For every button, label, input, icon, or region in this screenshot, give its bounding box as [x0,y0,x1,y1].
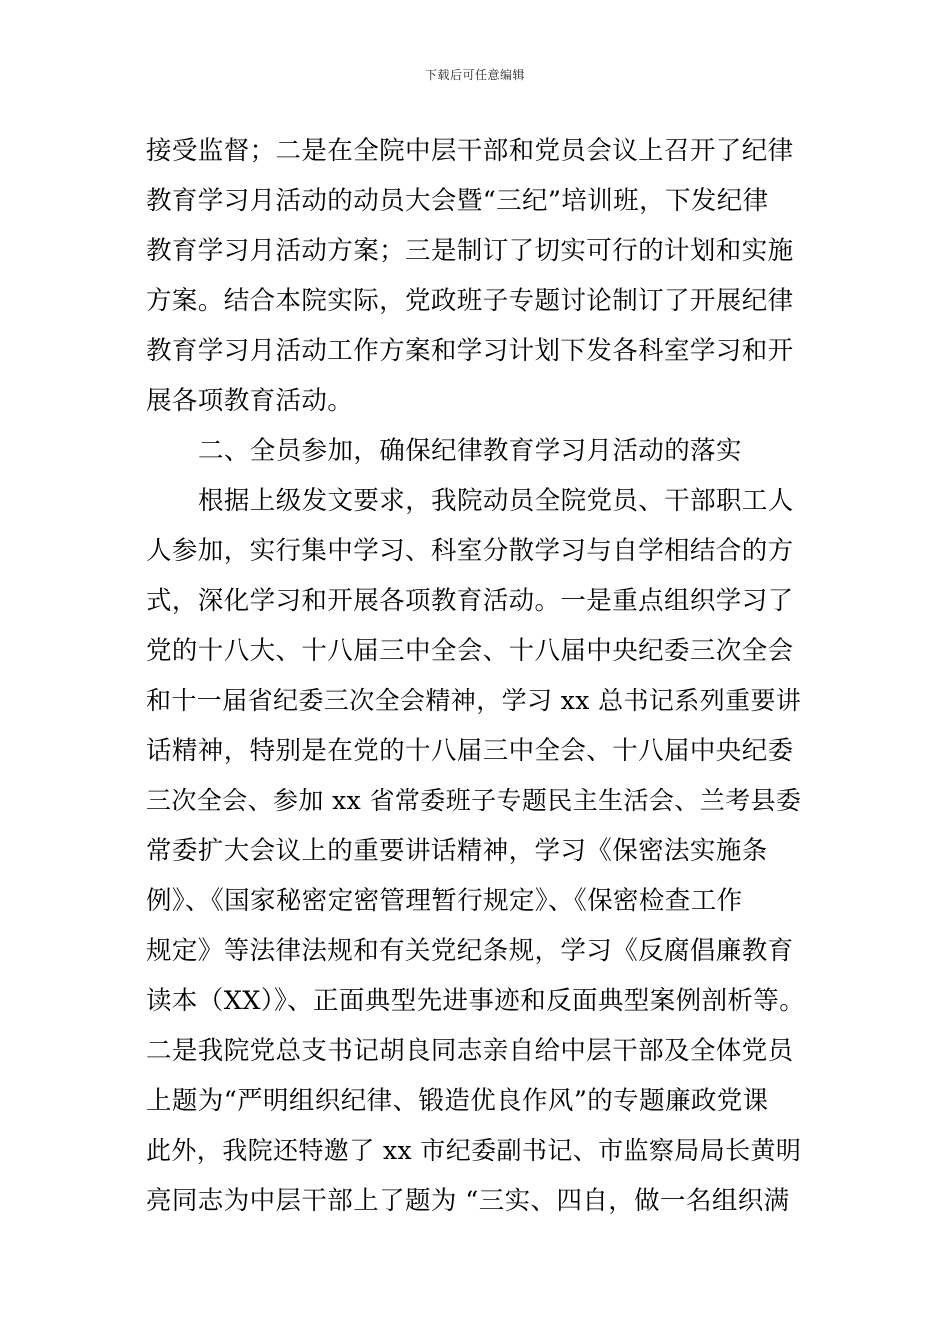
text-line: 方案。结合本院实际，党政班子专题讨论制订了开展纪律 [146,286,794,316]
section-heading: 二、全员参加，确保纪律教育学习月活动的落实 [198,436,742,466]
text-line: 亮同志为中层干部上了题为 “三实、四自，做一名组织满 [146,1186,790,1216]
text-line: 话精神，特别是在党的十八届三中全会、十八届中央纪委 [146,736,794,766]
text-line: 读本（XX）》、正面典型先进事迹和反面典型案例剖析等。 [146,986,806,1016]
text-line: 例》、《国家秘密定密管理暂行规定》、《保密检查工作 [146,886,743,916]
text-line: 式，深化学习和开展各项教育活动。一是重点组织学习了 [146,586,794,616]
text-line: 教育学习月活动工作方案和学习计划下发各科室学习和开 [146,336,794,366]
text-line: 展各项教育活动。 [146,386,354,416]
paragraph-first-line: 根据上级发文要求，我院动员全院党员、干部职工人 [198,486,794,516]
text-line: 上题为“严明组织纪律、锻造优良作风”的专题廉政党课 [146,1086,769,1116]
text-line: 党的十八大、十八届三中全会、十八届中央纪委三次全会 [146,636,794,666]
text-line: 和十一届省纪委三次全会精神，学习 xx 总书记系列重要讲 [146,686,802,715]
text-line: 此外，我院还特邀了 xx 市纪委副书记、市监察局局长黄明 [146,1136,802,1165]
text-line: 规定》等法律法规和有关党纪条规，学习《反腐倡廉教育 [146,936,794,966]
text-line: 教育学习月活动的动员大会暨“三纪”培训班，下发纪律 [146,186,769,216]
text-line: 人参加，实行集中学习、科室分散学习与自学相结合的方 [146,536,794,566]
document-body [146,126,806,1226]
page-header-note: 下载后可任意编辑 [424,68,525,82]
text-line: 接受监督；二是在全院中层干部和党员会议上召开了纪律 [146,136,794,166]
text-line: 教育学习月活动方案；三是制订了切实可行的计划和实施 [146,236,794,266]
text-line: 常委扩大会议上的重要讲话精神，学习《保密法实施条 [146,836,768,866]
text-line: 二是我院党总支书记胡良同志亲自给中层干部及全体党员 [146,1036,794,1066]
text-line: 三次全会、参加 xx 省常委班子专题民主生活会、兰考县委 [146,786,802,815]
